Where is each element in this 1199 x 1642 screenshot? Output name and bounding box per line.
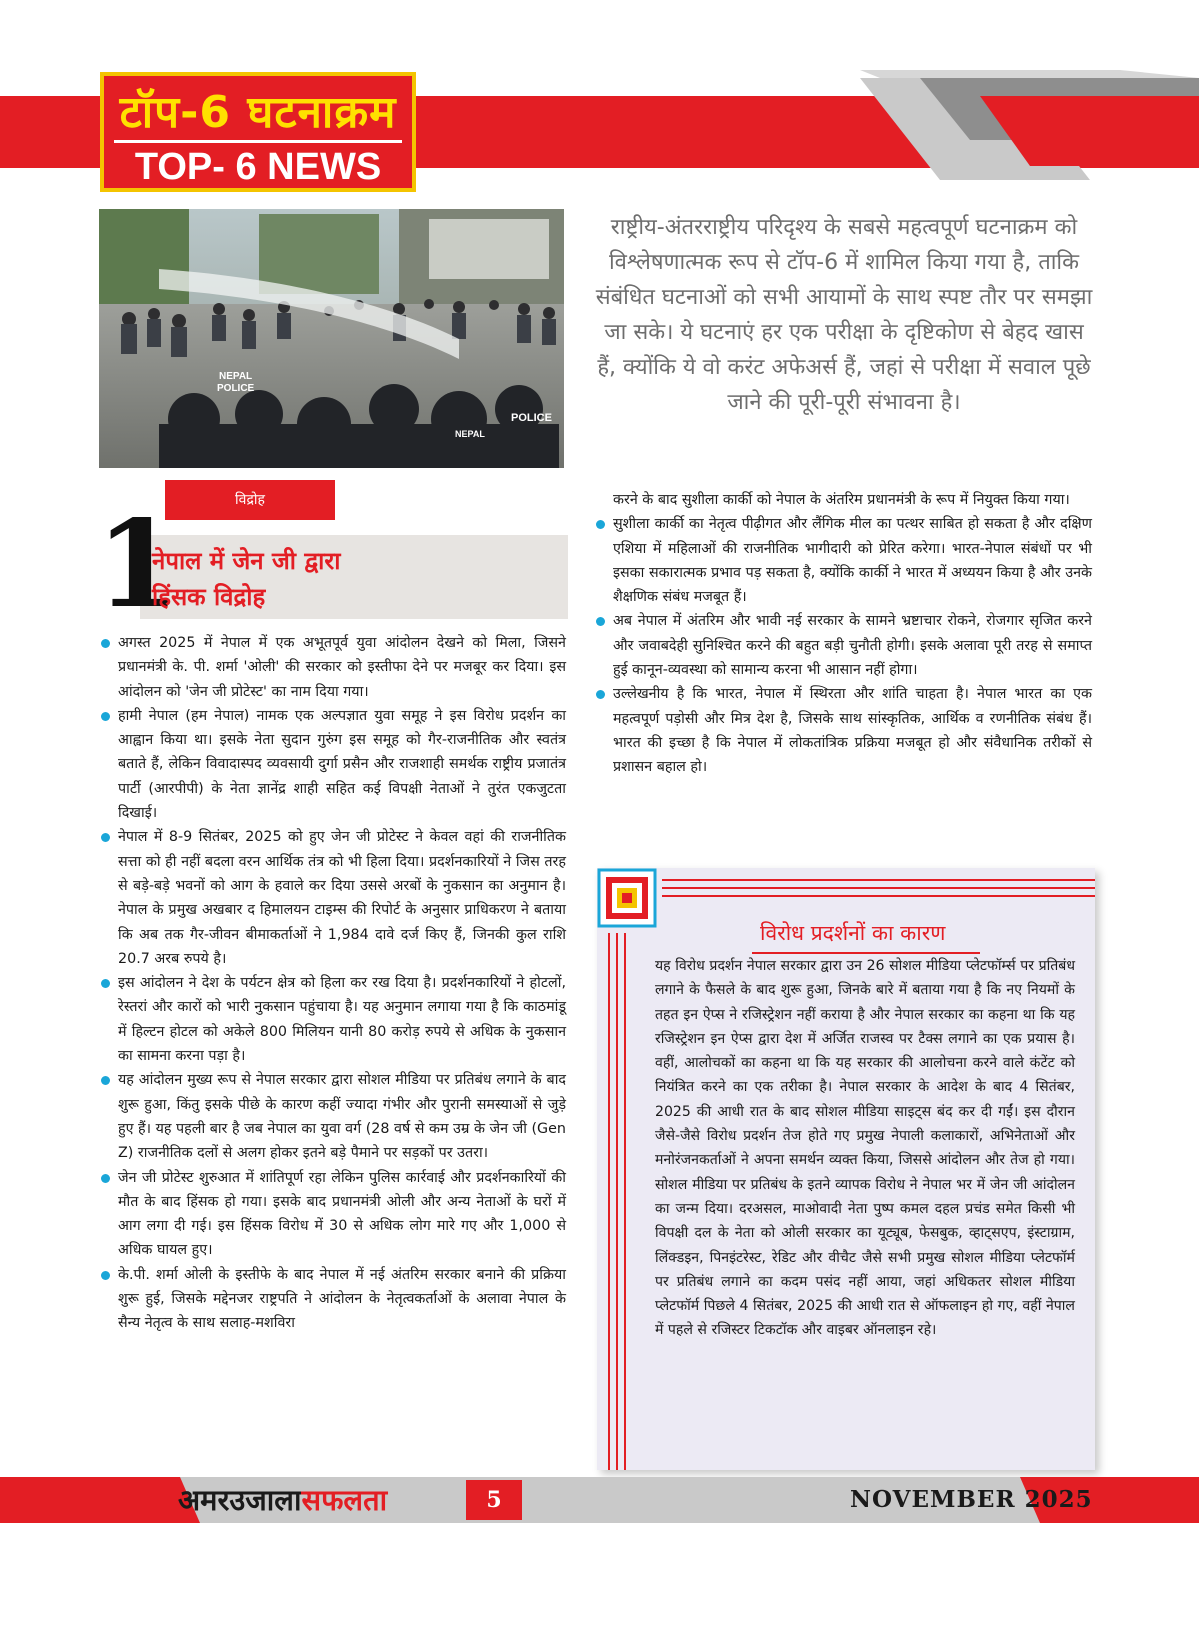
page-number: 5 (466, 1480, 522, 1520)
list-item: उल्लेखनीय है कि भारत, नेपाल में स्थिरता और शांति चाहता है। नेपाल भारत का एक महत्वपूर्ण पड़ोसी और मित्र देश है, जिसके साथ सांस्कृतिक, आर्थिक व रणनीतिक संबंध हैं। भारत की इच्छा है कि नेपाल में लोकतांत्रिक प्रक्रिया मजबूत हो और संवैधानिक तरीकों से प्रशासन बहाल हो। (613, 682, 1092, 779)
intro-text: राष्ट्रीय-अंतरराष्ट्रीय परिदृश्य के सबसे महत्वपूर्ण घटनाक्रम को विश्लेषणात्मक रूप से टॉप-6 में शामिल किया गया है, ताकि संबंधित घटनाओं को सभी आयामों के साथ स्पष्ट तौर पर समझा जा सके। ये घटनाएं हर एक परीक्षा के दृष्टिकोण से बेहद खास हैं, क्योंकि ये वो करंट अफेअर्स हैं, जहां से परीक्षा में सवाल पूछे जाने की पूरी-पूरी संभावना है। (595, 215, 1093, 415)
police-label-2: POLICE (217, 383, 255, 394)
list-item: हामी नेपाल (हम नेपाल) नामक एक अल्पज्ञात युवा समूह ने इस विरोध प्रदर्शन का आह्वान किया था। इसके नेता सुदान गुरुंग इस समूह को गैर-राजनीतिक और स्वतंत्र बताते हैं, लेकिन विवादास्पद व्यवसायी दुर्गा प्रसैन और राजशाही समर्थक राष्ट्रीय प्रजातंत्र पार्टी (आरपीपी) के नेता ज्ञानेंद्र शाही सहित कई विपक्षी नेताओं ने तुरंत एकजुटता दिखाई। (118, 704, 566, 825)
section-tag: विद्रोह (165, 480, 335, 520)
header-title-divider (114, 140, 402, 143)
list-item: सुशीला कार्की का नेतृत्व पीढ़ीगत और लैंगिक मील का पत्थर साबित हो सकता है और दक्षिण एशिया में महिलाओं की राजनीतिक भागीदारी को प्रेरित करेगा। भारत-नेपाल संबंधों पर भी इसका सकारात्मक प्रभाव पड़ सकता है, क्योंकि कार्की ने भारत में अध्ययन किया है और उनके शैक्षणिक संबंध मजबूत हैं। (613, 512, 1092, 609)
box-text: यह विरोध प्रदर्शन नेपाल सरकार द्वारा उन 26 सोशल मीडिया प्लेटफॉर्म्स पर प्रतिबंध लगाने के फैसले के बाद शुरू हुआ, जिनके बारे में बताया गया है कि नए नियमों के तहत इन ऐप्स ने रजिस्ट्रेशन नहीं कराया है और नेपाल सरकार का कहना था कि यह रजिस्ट्रेशन इन ऐप्स द्वारा देश में अर्जित राजस्व पर टैक्स लगाने का एक प्रयास है। वहीं, आलोचकों का कहना था कि यह सरकार की आलोचना करने वाले कंटेंट को नियंत्रित करने का एक तरीका है। नेपाल सरकार के आदेश के बाद 4 सितंबर, 2025 की आधी रात के बाद सोशल मीडिया साइट्स बंद कर दी गईं। इस दौरान जैसे-जैसे विरोध प्रदर्शन तेज होते गए प्रमुख नेपाली कलाकारों, अभिनेताओं और मनोरंजनकर्ताओं ने अपना समर्थन व्यक्त किया, जिससे आंदोलन और तेज हो गया। सोशल मीडिया पर प्रतिबंध के इतने व्यापक विरोध ने नेपाल भर में जेन जी आंदोलन का जन्म दिया। दरअसल, माओवादी नेता पुष्प कमल दहल प्रचंड समेत किसी भी विपक्षी दल के नेता को ओली सरकार का यूट्यूब, फेसबुक, व्हाट्सएप, इंस्टाग्राम, लिंक्डइन, पिनइंटरेस्ट, रेडिट और वीचैट जैसे सभी प्रमुख सोशल मीडिया प्लेटफॉर्म पर प्रतिबंध लगाने का कदम पसंद नहीं आया, जहां अधिकतर सोशल मीडिया प्लेटफॉर्म पिछले 4 सितंबर, 2025 की आधी रात से ऑफलाइन हो गए, वहीं नेपाल में पहले से रजिस्टर टिकटॉक और वाइबर ऑनलाइन रहे। (655, 958, 1075, 1339)
list-item: इस आंदोलन ने देश के पर्यटन क्षेत्र को हिला कर रख दिया है। प्रदर्शनकारियों ने होटलों, रेस्तरां और कारों को भारी नुकसान पहुंचाया है। यह अनुमान लगाया गया है कि काठमांडू में हिल्टन होटल को अकेले 800 मिलियन यानी 80 करोड़ रुपये से अधिक के नुकसान का सामना करना पड़ा है। (118, 971, 566, 1068)
list-item: के.पी. शर्मा ओली के इस्तीफे के बाद नेपाल में नई अंतरिम सरकार बनाने की प्रक्रिया शुरू हुई, जिसके मद्देनजर राष्ट्रपति ने आंदोलन के नेतृत्वकर्ताओं के अलावा नेपाल के सैन्य नेतृत्व के साथ सलाह-मशविरा (118, 1263, 566, 1336)
continuation-text: करने के बाद सुशीला कार्की को नेपाल के अंतरिम प्रधानमंत्री के रूप में नियुक्त किया गया। (613, 492, 1070, 508)
police-label-1: NEPAL (219, 371, 253, 382)
police-label-3: POLICE (511, 412, 552, 424)
box-title: विरोध प्रदर्शनों का कारण (760, 921, 946, 945)
header-title-hindi: टॉप-6 घटनाक्रम (119, 87, 397, 138)
list-item: नेपाल में 8-9 सितंबर, 2025 को हुए जेन जी प्रोटेस्ट ने केवल वहां की राजनीतिक सत्ता को ही नहीं बदला वरन आर्थिक तंत्र को भी हिला दिया। प्रदर्शनकारियों ने जिस तरह से बड़े-बड़े भवनों को आग के हवाले कर दिया उससे अरबों के नुकसान का अनुमान है। नेपाल के प्रमुख अखबार द हिमालयन टाइम्स की रिपोर्ट के अनुसार प्राधिकरण ने बताया कि अब तक गैर-जीवन बीमाकर्ताओं ने 1,984 दावे दर्ज किए हैं, जिनकी कुल राशि 20.7 अरब रुपये है। (118, 825, 566, 971)
section-number: 1 (96, 494, 180, 635)
list-item: जेन जी प्रोटेस्ट शुरुआत में शांतिपूर्ण रहा लेकिन पुलिस कार्रवाई और प्रदर्शनकारियों की मौत के बाद हिंसक हो गया। इसके बाद प्रधानमंत्री ओली और अन्य नेताओं के घरों में आग लगा दी गई। इस हिंसक विरोध में 30 से अधिक लोग मारे गए और 1,000 से अधिक घायल हुए। (118, 1166, 566, 1263)
protest-photo (99, 209, 564, 468)
section-heading-line-2: हिंसक विद्रोह (152, 583, 266, 611)
list-item: यह आंदोलन मुख्य रूप से नेपाल सरकार द्वारा सोशल मीडिया पर प्रतिबंध लगाने के बाद शुरू हुआ, किंतु इसके पीछे के कारण कहीं ज्यादा गंभीर और पुरानी समस्याओं से जुड़े हुए हैं। यह पहली बार है जब नेपाल का युवा वर्ग (28 वर्ष से कम उम्र के जेन जी (Gen Z) राजनीतिक दलों से अलग होकर इतने बड़े पैमाने पर सड़कों पर उतरा। (118, 1068, 566, 1165)
police-label-4: NEPAL (455, 429, 485, 439)
list-item: अगस्त 2025 में नेपाल में एक अभूतपूर्व युवा आंदोलन देखने को मिला, जिसने प्रधानमंत्री के. पी. शर्मा 'ओली' की सरकार को इस्तीफा देने पर मजबूर कर दिया। इस आंदोलन को 'जेन जी प्रोटेस्ट' का नाम दिया गया। (118, 631, 566, 704)
brand-part-2: सफलता (301, 1483, 388, 1517)
section-heading (152, 543, 340, 615)
right-column (595, 488, 1092, 780)
section-heading-line-1: नेपाल में जेन जी द्वारा (152, 547, 341, 575)
header-title-box (100, 72, 416, 192)
list-item: अब नेपाल में अंतरिम और भावी नई सरकार के सामने भ्रष्टाचार रोकने, रोजगार सृजित करने और जवाबदेही सुनिश्चित करने की बहुत बड़ी चुनौती होगी। इसके अलावा पूरी तरह से समाप्त हुई कानून-व्यवस्था को सामान्य करना भी आसान नहीं होगा। (613, 609, 1092, 682)
header-stripes-decoration (860, 70, 1199, 180)
issue-month: NOVEMBER 2025 (850, 1486, 1093, 1513)
left-column (100, 631, 566, 1336)
brand-part-1: अमरउजाला (178, 1483, 302, 1517)
brand-logo (178, 1480, 387, 1520)
header-title-english: TOP- 6 NEWS (134, 146, 382, 188)
